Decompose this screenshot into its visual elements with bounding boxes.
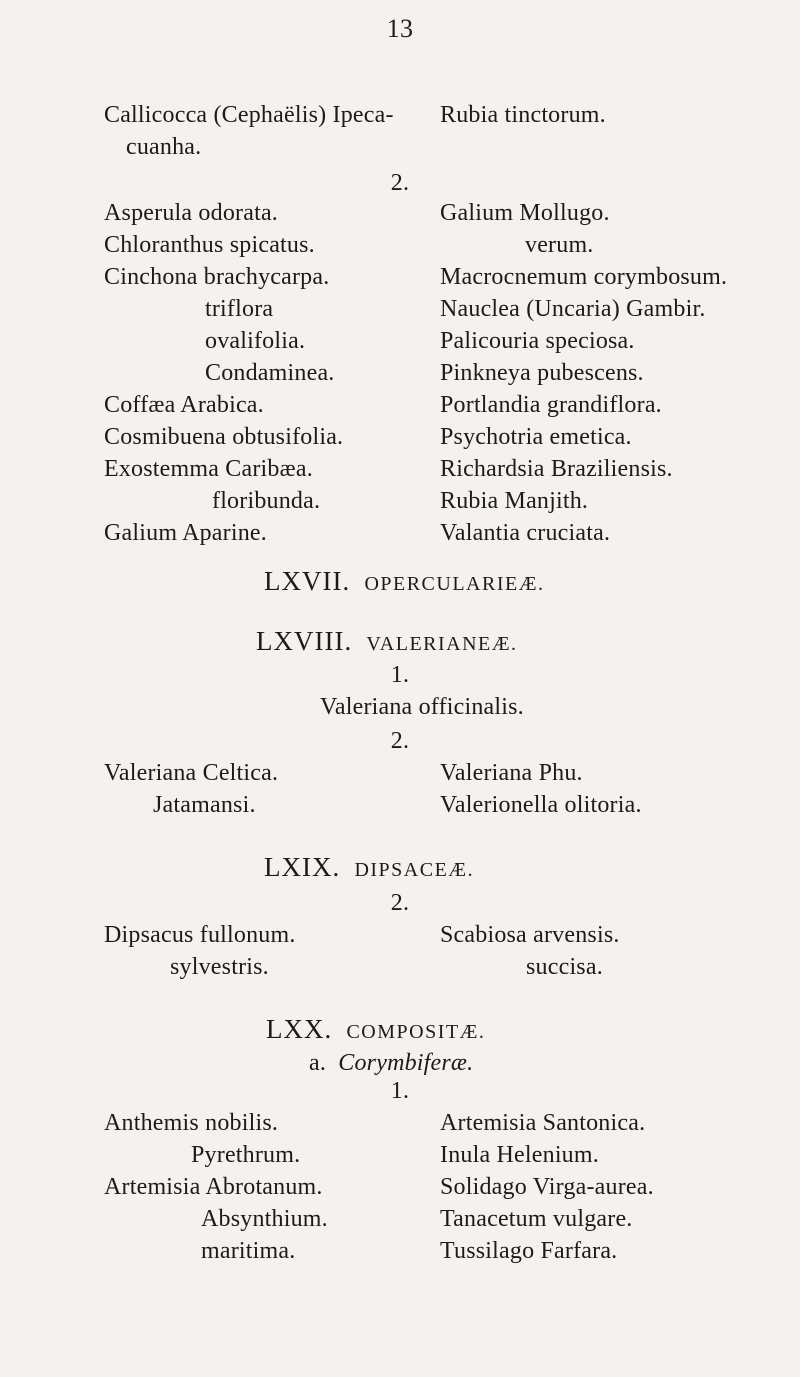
list-item: Dipsacus fullonum. [104, 922, 296, 948]
section-title: DIPSACEÆ. [354, 859, 475, 881]
list-item: Anthemis nobilis. [104, 1110, 279, 1136]
list-item: Asperula odorata. [104, 200, 279, 226]
entry-cuanha: cuanha. [126, 134, 202, 160]
list-item: Macrocnemum corymbosum. [440, 264, 728, 290]
group-number: 1. [390, 662, 410, 688]
section-title: VALERIANEÆ. [366, 633, 518, 655]
list-item: Richardsia Braziliensis. [440, 456, 673, 482]
subsection-heading [309, 1048, 473, 1078]
list-item: Psychotria emetica. [440, 424, 632, 450]
subsection-title: Corymbiferæ. [338, 1050, 474, 1076]
list-item: Exostemma Caribæa. [104, 456, 313, 482]
list-item: Scabiosa arvensis. [440, 922, 620, 948]
list-item: Cosmibuena obtusifolia. [104, 424, 344, 450]
section-numeral: LXVII. [264, 566, 351, 596]
list-item: Valeriana Phu. [440, 760, 583, 786]
entry-callicocca: Callicocca (Cephaëlis) Ipeca- [104, 102, 394, 128]
page-number: 13 [386, 14, 414, 43]
list-item: sylvestris. [170, 954, 269, 980]
entry-rubia-tinctorum: Rubia tinctorum. [440, 102, 606, 128]
list-item: Artemisia Santonica. [440, 1110, 646, 1136]
list-item: Valeriana Celtica. [104, 760, 279, 786]
list-item: Rubia Manjith. [440, 488, 589, 514]
list-item: Jatamansi. [153, 792, 256, 818]
group-number: 2. [390, 728, 410, 754]
list-item: Inula Helenium. [440, 1142, 599, 1168]
list-item: Absynthium. [201, 1206, 328, 1232]
list-item: verum. [525, 232, 594, 258]
list-item: Solidago Virga-aurea. [440, 1174, 654, 1200]
list-item: Galium Mollugo. [440, 200, 610, 226]
section-title: COMPOSITÆ. [346, 1021, 486, 1043]
list-item: Tanacetum vulgare. [440, 1206, 633, 1232]
list-item: Valantia cruciata. [440, 520, 611, 546]
group-number: 1. [390, 1078, 410, 1104]
list-item: Cinchona brachycarpa. [104, 264, 330, 290]
list-item: Chloranthus spicatus. [104, 232, 315, 258]
group-number: 2. [390, 890, 410, 916]
list-item: ovalifolia. [205, 328, 306, 354]
list-item: floribunda. [212, 488, 321, 514]
section-heading-opercularieae [264, 566, 545, 599]
section-heading-dipsaceae [264, 852, 474, 885]
list-item: triflora [205, 296, 274, 322]
section-title: OPERCULARIEÆ. [364, 573, 545, 595]
list-item: Pinkneya pubescens. [440, 360, 644, 386]
group-number: 2. [390, 170, 410, 196]
list-item: Nauclea (Uncaria) Gambir. [440, 296, 706, 322]
section-numeral: LXX. [266, 1014, 333, 1044]
list-item: maritima. [201, 1238, 296, 1264]
list-item: Palicouria speciosa. [440, 328, 635, 354]
list-item: Tussilago Farfara. [440, 1238, 618, 1264]
section-numeral: LXIX. [264, 852, 341, 882]
list-item: Galium Aparine. [104, 520, 267, 546]
list-item: succisa. [526, 954, 603, 980]
section-heading-compositae [266, 1014, 485, 1047]
list-item: Portlandia grandiflora. [440, 392, 662, 418]
list-item: Coffæa Arabica. [104, 392, 264, 418]
list-item: Valeriana officinalis. [320, 694, 524, 720]
list-item: Valerionella olitoria. [440, 792, 642, 818]
list-item: Artemisia Abrotanum. [104, 1174, 323, 1200]
subsection-letter: a. [309, 1050, 327, 1076]
section-heading-valerianeae [256, 626, 518, 659]
section-numeral: LXVIII. [256, 626, 353, 656]
list-item: Pyrethrum. [191, 1142, 301, 1168]
list-item: Condaminea. [205, 360, 335, 386]
